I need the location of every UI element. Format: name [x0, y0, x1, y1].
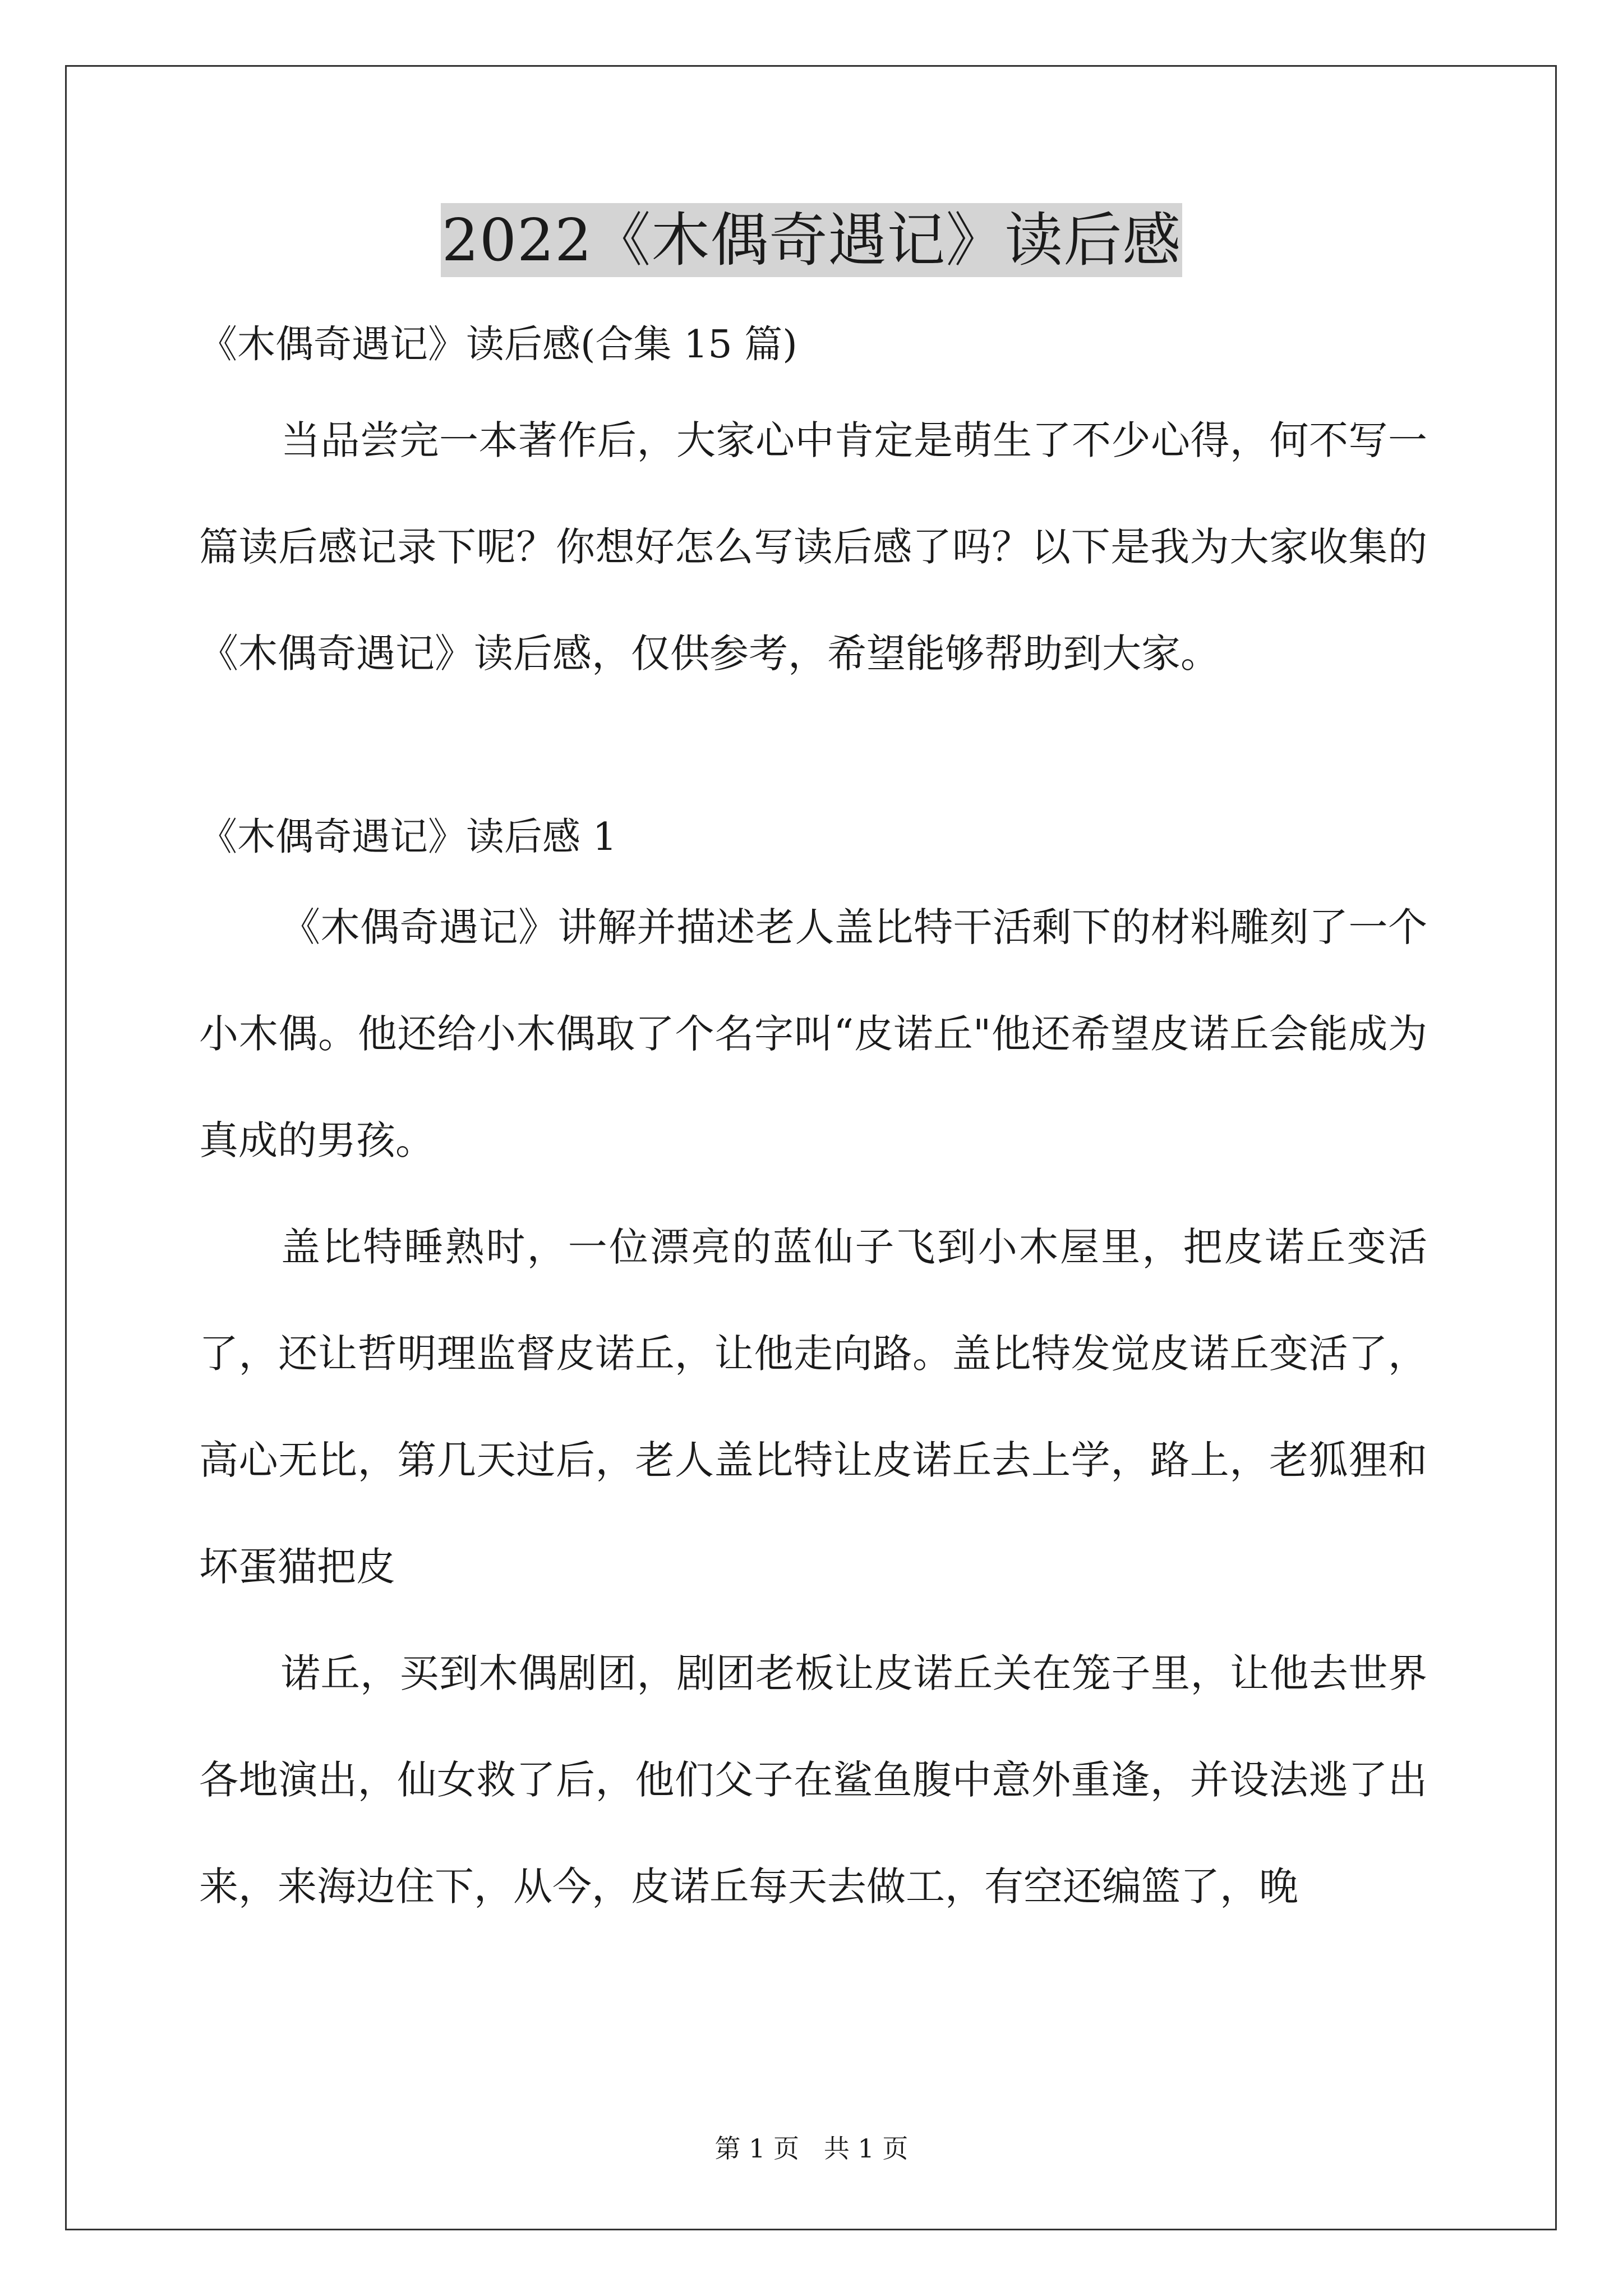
body-paragraph: 《木偶奇遇记》讲解并描述老人盖比特干活剩下的材料雕刻了一个小木偶。他还给小木偶取了个名字叫“皮诺丘"他还希望皮诺丘会能成为真成的男孩。 [199, 904, 1427, 1163]
body-paragraph: 诺丘，买到木偶剧团，剧团老板让皮诺丘关在笼子里，让他去世界各地演出，仙女救了后，他们父子在鲨鱼腹中意外重逢，并设法逃了出来，来海边住下，从今，皮诺丘每天去做工，有空还编篮了，晚 [199, 1650, 1427, 1910]
section-heading: 《木偶奇遇记》读后感 1 [199, 815, 617, 859]
document-body [199, 314, 1427, 1940]
document-subtitle: 《木偶奇遇记》读后感(合集 15 篇) [199, 323, 797, 367]
document-title: 2022《木偶奇遇记》读后感 [441, 203, 1183, 277]
title-container [0, 203, 1623, 277]
intro-paragraph: 当品尝完一本著作后，大家心中肯定是萌生了不少心得，何不写一篇读后感记录下呢？你想好怎么写读后感了吗？以下是我为大家收集的《木偶奇遇记》读后感，仅供参考，希望能够帮助到大家。 [199, 417, 1427, 677]
page-number-footer: 第 1 页 共 1 页 [714, 2133, 909, 2164]
body-paragraph: 盖比特睡熟时，一位漂亮的蓝仙子飞到小木屋里，把皮诺丘变活了，还让哲明理监督皮诺丘，让他走向路。盖比特发觉皮诺丘变活了，高心无比，第几天过后，老人盖比特让皮诺丘去上学，路上，老狐狸和坏蛋猫把皮 [199, 1224, 1427, 1590]
